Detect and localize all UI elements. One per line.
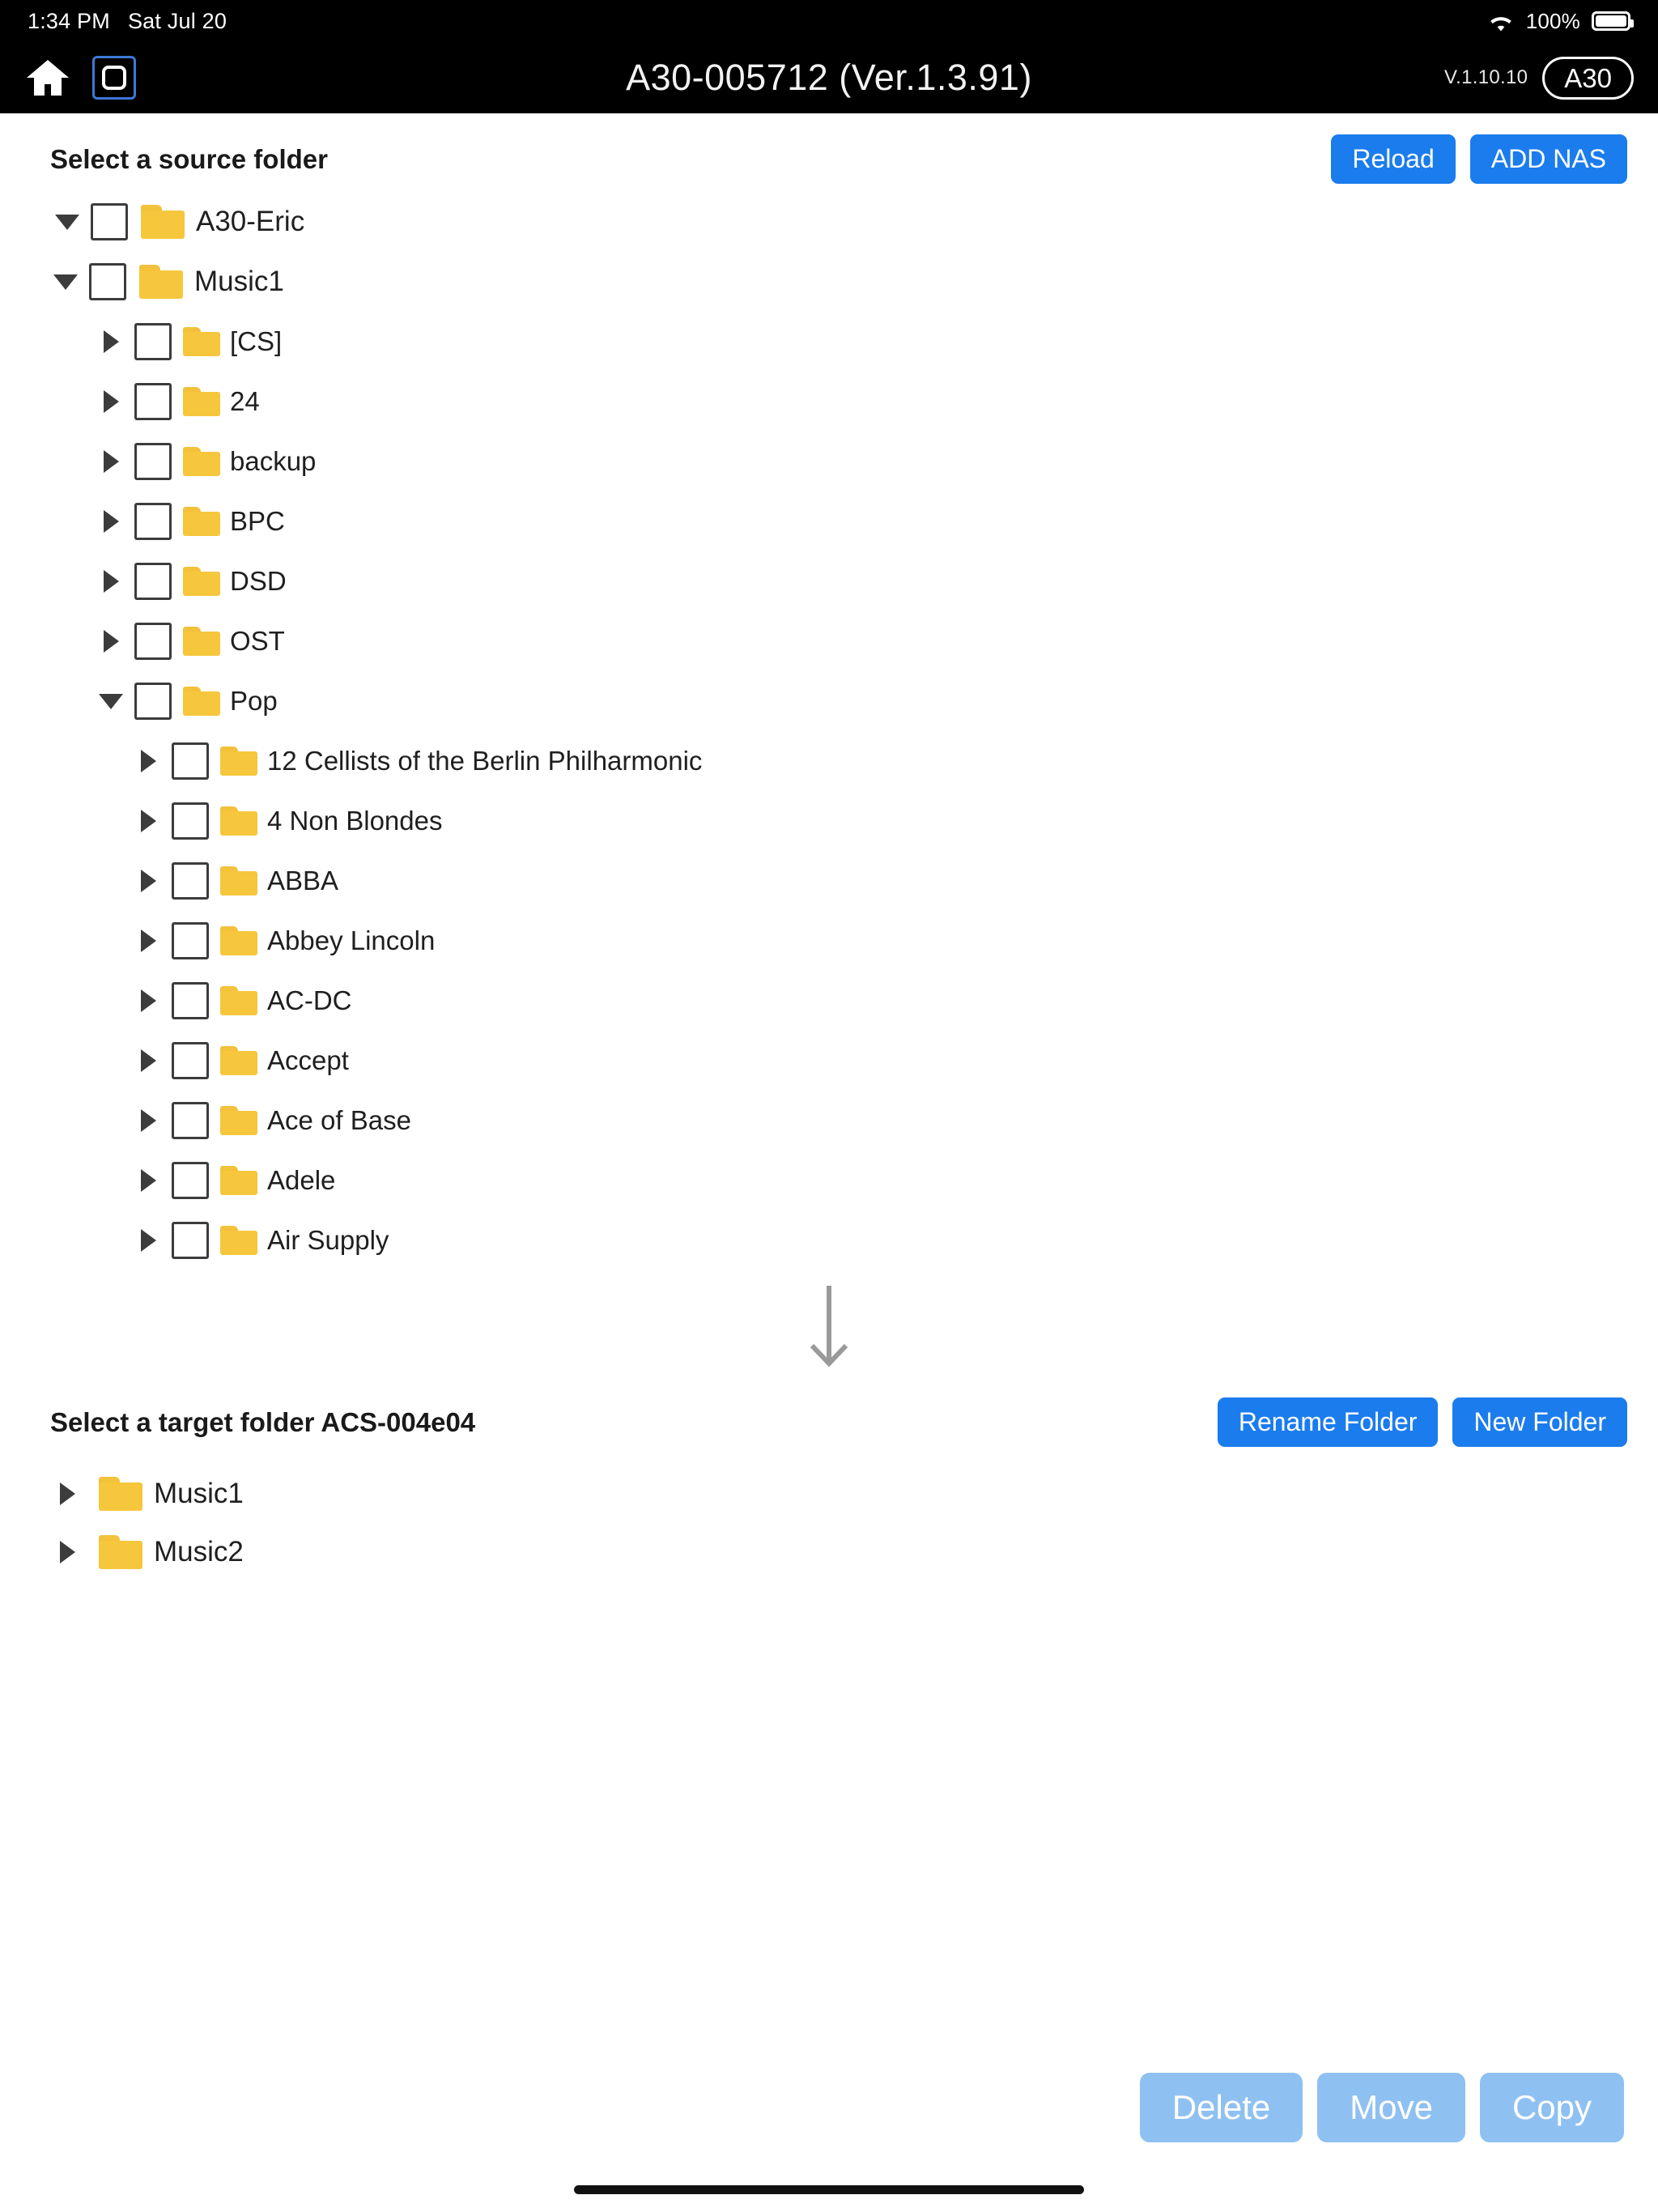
target-folder-tree[interactable] [0,1447,1658,1581]
source-folder-tree[interactable] [0,184,1658,1265]
chevron-right-icon[interactable] [92,330,130,353]
folder-label: backup [230,446,317,477]
folder-label: Abbey Lincoln [267,925,436,956]
folder-checkbox[interactable] [89,263,126,300]
chevron-down-icon[interactable] [49,215,86,230]
status-bar-date: Sat Jul 20 [127,8,227,33]
target-section-title: Select a target folder ACS-004e04 [50,1406,476,1437]
home-icon[interactable] [24,54,71,101]
device-badge[interactable]: A30 [1542,57,1634,100]
chevron-right-icon[interactable] [92,450,130,473]
folder-label: Pop [230,686,278,717]
square-outline-icon[interactable] [92,56,136,100]
folder-checkbox[interactable] [172,982,209,1019]
delete-button[interactable]: Delete [1140,2073,1303,2142]
source-tree-row[interactable] [0,851,1658,911]
folder-icon [183,687,220,716]
folder-icon [220,866,257,895]
home-indicator [574,2185,1084,2194]
folder-icon [183,507,220,536]
rename-folder-button[interactable]: Rename Folder [1218,1397,1439,1447]
chevron-right-icon[interactable] [130,810,167,832]
app-title-bar [0,42,1658,113]
arrow-down-icon [801,1283,857,1373]
target-section-header [0,1386,1658,1447]
source-tree-row[interactable] [0,551,1658,611]
source-tree-row[interactable] [0,491,1658,551]
folder-label: Air Supply [267,1225,389,1256]
folder-label: [CS] [230,326,283,357]
source-header-buttons [1331,134,1627,184]
folder-label: 12 Cellists of the Berlin Philharmonic [267,746,703,776]
folder-checkbox[interactable] [172,742,209,780]
folder-icon [99,1477,142,1511]
status-bar-time: 1:34 PM [28,8,110,33]
source-tree-row[interactable] [0,791,1658,851]
folder-icon [183,387,220,416]
source-tree-scroll-area[interactable] [0,192,1658,1265]
wifi-icon [1487,11,1515,32]
firmware-version-label: V.1.10.10 [1444,66,1528,88]
chevron-right-icon[interactable] [49,1541,86,1563]
folder-checkbox[interactable] [134,503,172,540]
action-button-bar [1140,2073,1624,2142]
chevron-down-icon[interactable] [47,274,84,290]
target-tree-row[interactable] [0,1523,1658,1581]
folder-checkbox[interactable] [172,922,209,959]
source-tree-row[interactable] [0,432,1658,491]
folder-icon [183,627,220,656]
folder-checkbox[interactable] [172,862,209,900]
source-tree-row[interactable] [0,252,1658,312]
source-tree-row[interactable] [0,192,1658,252]
folder-label: Ace of Base [267,1105,411,1136]
folder-icon [220,1226,257,1255]
folder-label: Music1 [154,1478,244,1510]
chevron-right-icon[interactable] [130,989,167,1012]
source-tree-row[interactable] [0,671,1658,731]
folder-icon [220,926,257,955]
folder-label: Adele [267,1165,336,1196]
new-folder-button[interactable]: New Folder [1452,1397,1627,1447]
folder-icon [99,1535,142,1569]
move-button[interactable]: Move [1317,2073,1465,2142]
chevron-right-icon[interactable] [92,570,130,593]
folder-label: BPC [230,506,285,537]
source-tree-row[interactable] [0,971,1658,1031]
folder-icon [139,265,183,299]
folder-icon [183,567,220,596]
folder-checkbox[interactable] [172,1042,209,1079]
folder-checkbox[interactable] [172,1102,209,1139]
folder-label: 4 Non Blondes [267,806,443,836]
chevron-right-icon[interactable] [130,1169,167,1192]
source-tree-row[interactable] [0,731,1658,791]
chevron-right-icon[interactable] [92,510,130,533]
source-tree-row[interactable] [0,372,1658,432]
folder-label: DSD [230,566,287,597]
folder-label: 24 [230,386,260,417]
source-tree-row[interactable] [0,1151,1658,1210]
battery-full-icon [1592,11,1630,31]
chevron-right-icon[interactable] [130,1049,167,1072]
ios-status-bar [0,0,1658,42]
folder-label: ABBA [267,866,339,896]
target-tree-row[interactable] [0,1465,1658,1523]
folder-icon [220,1106,257,1135]
folder-label: Accept [267,1045,349,1076]
source-tree-row[interactable] [0,1091,1658,1151]
folder-checkbox[interactable] [172,1162,209,1199]
folder-label: AC-DC [267,985,352,1016]
reload-button[interactable]: Reload [1331,134,1455,184]
folder-label: OST [230,626,285,657]
source-section-title: Select a source folder [50,143,328,174]
folder-checkbox[interactable] [134,323,172,360]
status-bar-right [1487,9,1630,34]
chevron-right-icon[interactable] [92,630,130,653]
add-nas-button[interactable]: ADD NAS [1470,134,1627,184]
folder-icon [220,986,257,1015]
folder-icon [220,1166,257,1195]
page-title: A30-005712 (Ver.1.3.91) [626,57,1032,98]
folder-checkbox[interactable] [134,623,172,660]
title-bar-right [1444,57,1634,100]
chevron-down-icon[interactable] [92,694,130,709]
folder-label: Music2 [154,1536,244,1568]
folder-checkbox[interactable] [134,683,172,720]
source-tree-row[interactable] [0,611,1658,671]
folder-checkbox[interactable] [172,802,209,840]
source-tree-row[interactable] [0,911,1658,971]
chevron-right-icon[interactable] [130,870,167,892]
chevron-right-icon[interactable] [130,750,167,772]
folder-icon [220,806,257,836]
folder-icon [220,1046,257,1075]
source-tree-row[interactable] [0,1210,1658,1265]
source-section-header [0,113,1658,184]
transfer-direction [0,1283,1658,1373]
folder-label: Music1 [194,266,284,298]
chevron-right-icon[interactable] [92,390,130,413]
source-tree-row[interactable] [0,1031,1658,1091]
folder-checkbox[interactable] [134,563,172,600]
folder-checkbox[interactable] [91,203,128,240]
folder-checkbox[interactable] [134,443,172,480]
chevron-right-icon[interactable] [130,929,167,952]
folder-icon [183,447,220,476]
chevron-right-icon[interactable] [49,1482,86,1505]
folder-checkbox[interactable] [172,1222,209,1259]
source-tree-row[interactable] [0,312,1658,372]
folder-icon [183,327,220,356]
target-header-buttons [1218,1397,1627,1447]
chevron-right-icon[interactable] [130,1229,167,1252]
folder-icon [220,747,257,776]
main-content [0,113,1658,1581]
folder-icon [141,205,185,239]
status-bar-left [28,9,227,34]
folder-checkbox[interactable] [134,383,172,420]
copy-button[interactable]: Copy [1480,2073,1624,2142]
chevron-right-icon[interactable] [130,1109,167,1132]
battery-percent-label: 100% [1525,8,1580,33]
folder-label: A30-Eric [196,206,305,238]
